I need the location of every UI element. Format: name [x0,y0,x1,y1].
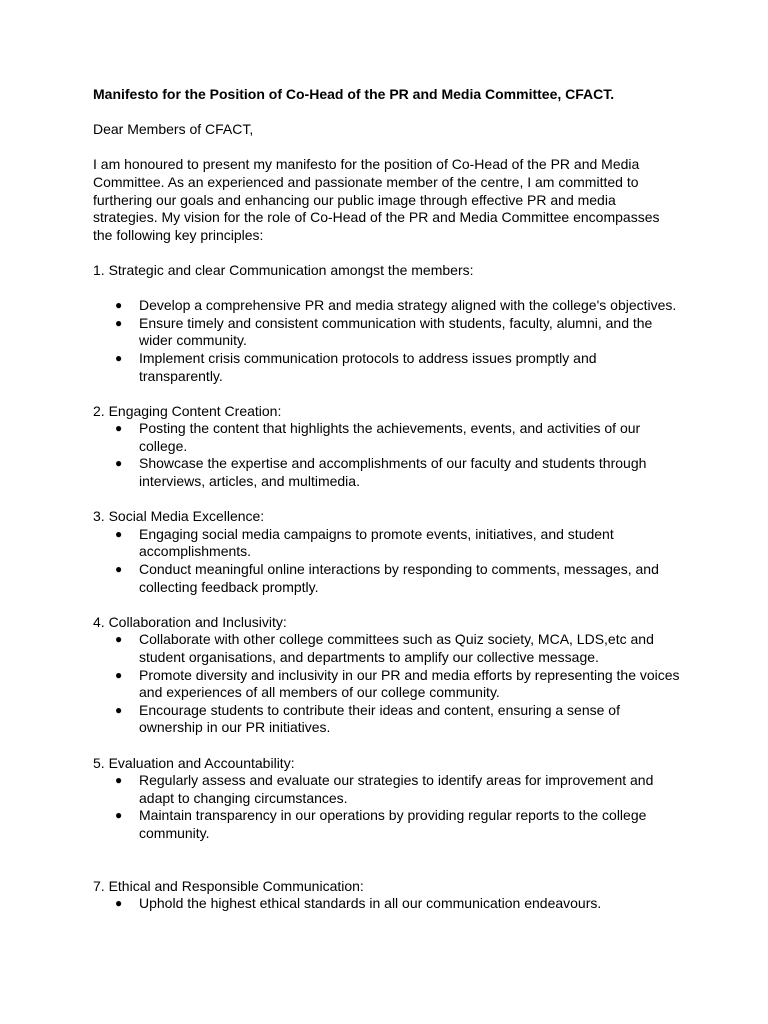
spacer [93,104,683,122]
list-item-text: Maintain transparency in our operations by providing regular reports to the college community. [139,807,647,841]
spacer [93,737,683,755]
bullet-list [93,631,683,737]
bullet-icon: ● [115,421,123,436]
bullet-icon: ● [115,315,123,330]
list-item-text: Collaborate with other college committees such as Quiz society, MCA, LDS,etc and student organisations, and departments to amplify our collective message. [139,631,654,665]
bullet-list [93,895,683,913]
bullet-icon: ● [115,632,123,647]
list-item-text: Conduct meaningful online interactions by responding to comments, messages, and collecting feedback promptly. [139,561,659,595]
list-item-text: Showcase the expertise and accomplishments of our faculty and students through interviews, articles, and multimedia. [139,455,647,490]
list-item-text: Posting the content that highlights the achievements, events, and activities of our college. [139,420,641,454]
section-heading: 4. Collaboration and Inclusivity: [93,613,287,630]
bullet-icon: ● [115,667,123,682]
list-item-text: Ensure timely and consistent communication with students, faculty, alumni, and the wider community. [139,314,653,349]
bullet-icon: ● [115,808,123,823]
bullet-icon: ● [115,298,123,313]
list-item-text: Promote diversity and inclusivity in our PR and media efforts by representing the voices and experiences of all members of our college community. [139,666,680,701]
bullet-icon: ● [115,773,123,788]
list-item [93,631,683,666]
bullet-list [93,526,683,596]
list-item [93,772,683,807]
bullet-icon: ● [115,896,123,911]
spacer [93,385,683,403]
bullet-icon: ● [115,526,123,541]
list-item-text: Develop a comprehensive PR and media strategy aligned with the college's objectives. [139,297,677,314]
list-item-text: Uphold the highest ethical standards in all our communication endeavours. [139,895,602,912]
bullet-list [93,297,683,385]
bullet-icon: ● [115,562,123,577]
greeting: Dear Members of CFACT, [93,121,254,138]
section-heading: 5. Evaluation and Accountability: [93,754,295,771]
list-item-text: Engaging social media campaigns to promote events, initiatives, and student accomplishments. [139,525,614,560]
bullet-list [93,420,683,490]
intro-paragraph: I am honoured to present my manifesto for the position of Co-Head of the PR and Media Committee. As an experienced and passionate member of the centre, I am committed to furthering our goals and enhancing our public image through effective PR and media strategies. My vision for the role of Co-Head of the PR and Media Committee encompasses the following key principles: [93,156,660,243]
spacer [93,139,683,157]
bullet-icon: ● [115,456,123,471]
list-item [93,297,683,315]
document-title: Manifesto for the Position of Co-Head of the PR and Media Committee, CFACT. [93,86,615,102]
section-heading: 2. Engaging Content Creation: [93,402,282,419]
spacer [93,244,683,262]
list-item [93,561,683,596]
list-item [93,315,683,350]
list-item [93,455,683,490]
list-item-text: Implement crisis communication protocols to address issues promptly and transparently. [139,349,597,384]
bullet-list [93,772,683,842]
list-item [93,526,683,561]
bullet-icon: ● [115,350,123,365]
spacer [93,280,683,298]
section-heading: 7. Ethical and Responsible Communication: [93,877,364,894]
bullet-icon: ● [115,702,123,717]
list-item-text: Encourage students to contribute their ideas and content, ensuring a sense of ownership in our PR initiatives. [139,701,620,736]
list-item [93,702,683,737]
spacer [93,596,683,614]
spacer [93,491,683,509]
list-item [93,667,683,702]
section-heading: 1. Strategic and clear Communication amongst the members: [93,261,474,278]
section-heading: 3. Social Media Excellence: [93,508,265,525]
list-item-text: Regularly assess and evaluate our strategies to identify areas for improvement and adapt to changing circumstances. [139,772,654,806]
list-item [93,807,683,842]
list-item [93,350,683,385]
list-item [93,420,683,455]
spacer [93,843,683,878]
document-page [93,86,683,913]
list-item [93,895,683,913]
